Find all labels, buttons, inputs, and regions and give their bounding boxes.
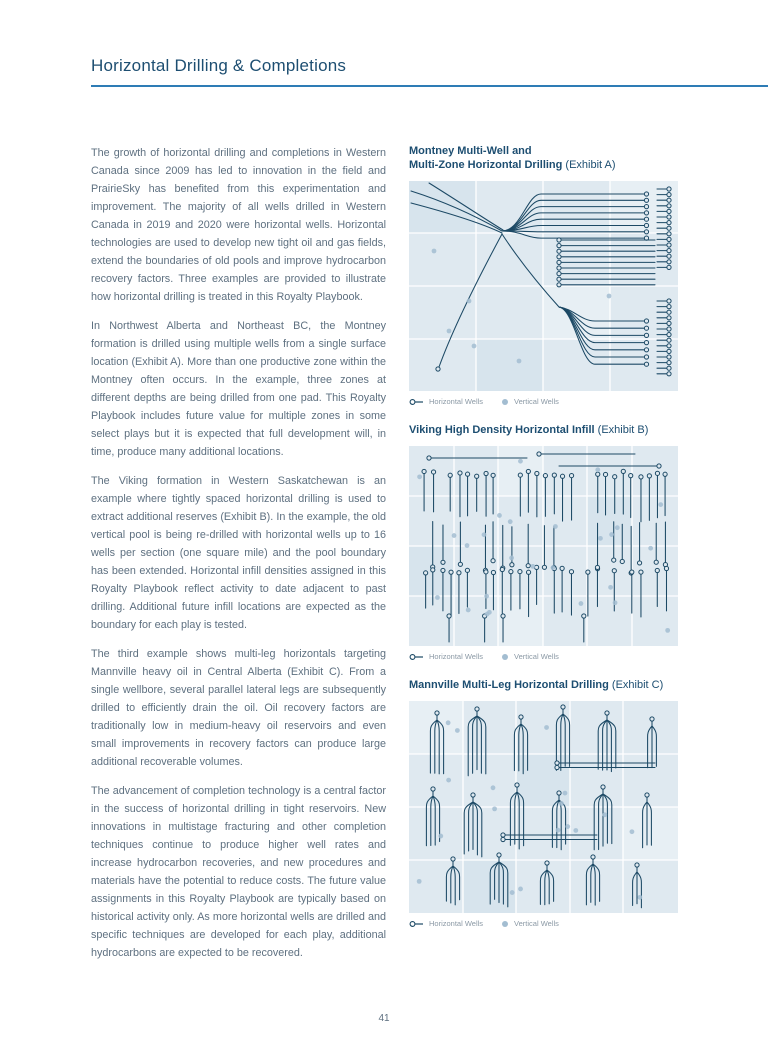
exhibit-c-legend	[409, 919, 678, 928]
exhibit-c	[409, 678, 678, 928]
header-rule	[91, 85, 768, 87]
exhibit-title-line1: Montney Multi-Well and	[409, 145, 532, 157]
exhibit-title-line2: Viking High Density Horizontal Infill	[409, 424, 595, 436]
body-paragraph: In Northwest Alberta and Northeast BC, the Montney formation is drilled using multiple wells from a single surface location (Exhibit A). More than one productive zone within the Montney often occurs. In the example, three zones at different depths are being drilled from one pad. This Royalty Playbook includes future value for multiple zones in some select plays but it is expected that full development will, in time, produce many additional locations.	[91, 320, 386, 458]
exhibit-title-suffix: (Exhibit C)	[608, 679, 664, 691]
page-header	[91, 56, 768, 87]
body-paragraph: The third example shows multi-leg horizontals targeting Mannville heavy oil in Central Alberta (Exhibit C). From a single wellbore, several parallel lateral legs are subsequently drilled to efficiently drain the oil. Oil recovery factors are traditionally low in medium-heavy oil reservoirs and even small improvements in recovery factors can produce large additional recoverable volumes.	[91, 648, 386, 768]
exhibit-title-suffix: (Exhibit B)	[594, 424, 649, 436]
vertical-wells-icon	[501, 653, 509, 661]
vertical-wells-icon	[501, 398, 509, 406]
body-paragraph: The growth of horizontal drilling and completions in Western Canada since 2009 has led to innovation in the field and PrairieSky has benefited from this experimentation and improvement. The majority of all wells drilled in Western Canada in 2019 and 2020 were horizontal wells. Horizontal technologies are used to develop new tight oil and gas fields, extend the boundaries of old pools and improve hydrocarbon recovery factors. Three examples are provided to illustrate how horizontal drilling is treated in this Royalty Playbook.	[91, 147, 386, 303]
legend-horizontal-label: Horizontal Wells	[429, 919, 484, 928]
horizontal-wells-icon	[409, 398, 424, 406]
exhibit-a-map	[409, 181, 678, 391]
exhibit-a-title	[409, 144, 678, 172]
exhibit-column	[409, 144, 678, 973]
horizontal-wells-icon	[409, 920, 424, 928]
body-column	[91, 144, 386, 973]
horizontal-wells-icon	[409, 653, 424, 661]
document-page	[0, 56, 768, 1049]
exhibit-a	[409, 144, 678, 406]
body-paragraph: The advancement of completion technology is a central factor in the success of horizontal drilling in tight reservoirs. New innovations in multistage fracturing and other completion techniques continue to produce higher well rates and increase hydrocarbon recoveries, and new procedures and materials have the potential to reduce costs. The future value assignments in this Royalty Playbook are typically based on historical activity only. As more horizontal wells are drilled and specific techniques are developed for each play, additional hydrocarbons are expected to be recovered.	[91, 785, 386, 959]
body-paragraph: The Viking formation in Western Saskatchewan is an example where tightly spaced horizontal drilling is used to extract additional reserves (Exhibit B). In the example, the old vertical pool is being re-drilled with horizontal wells up to 16 wells per section (one square mile) and the pool boundary has been extended. Horizontal infill densities assigned in this Royalty Playbook reflect activity to date adjacent to past drilling. Additional future infill locations are expected as the boundary for each play is tested.	[91, 475, 386, 631]
content	[91, 144, 678, 973]
exhibit-b	[409, 423, 678, 661]
exhibit-b-legend	[409, 652, 678, 661]
vertical-wells-icon	[501, 920, 509, 928]
exhibit-a-legend	[409, 397, 678, 406]
exhibit-c-map	[409, 701, 678, 913]
exhibit-b-map	[409, 446, 678, 646]
legend-vertical-label: Vertical Wells	[514, 397, 559, 406]
exhibit-c-title	[409, 678, 678, 692]
exhibit-title-line2: Multi-Zone Horizontal Drilling	[409, 159, 563, 171]
exhibit-title-suffix: (Exhibit A)	[562, 159, 616, 171]
legend-vertical-label: Vertical Wells	[514, 652, 559, 661]
legend-horizontal-label: Horizontal Wells	[429, 652, 484, 661]
legend-horizontal-label: Horizontal Wells	[429, 397, 484, 406]
exhibit-title-line2: Mannville Multi-Leg Horizontal Drilling	[409, 679, 609, 691]
page-title: Horizontal Drilling & Completions	[91, 56, 347, 75]
exhibit-b-title	[409, 423, 678, 437]
page-number: 41	[378, 1013, 390, 1024]
legend-vertical-label: Vertical Wells	[514, 919, 559, 928]
